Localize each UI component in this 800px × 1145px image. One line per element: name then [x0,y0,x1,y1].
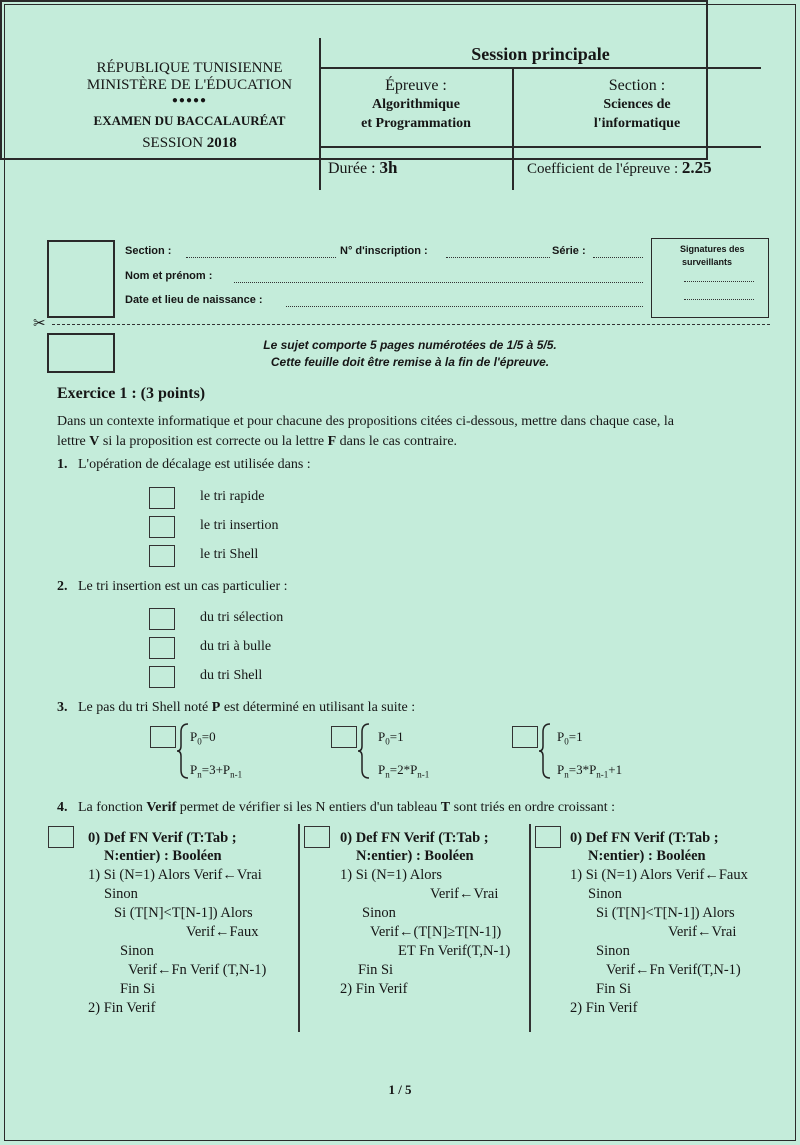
code3-line6: Verif←Vrai [668,924,737,940]
epreuve-block [320,76,512,133]
code3-line8: Verif←Fn Verif(T,N-1) [606,962,741,978]
code1-line3: 1) Si (N=1) Alors Verif←Vrai [88,867,262,883]
signatures-title [680,243,745,255]
code1-line6: Verif←Faux [186,924,259,940]
q4-checkbox-2[interactable] [304,826,330,848]
header-rule-2 [320,146,761,148]
ministry-name: MINISTÈRE DE L'ÉDUCATION [86,77,293,93]
code2-line5: Sinon [362,905,396,921]
q2-option-1: du tri sélection [200,610,284,625]
q1-checkbox-3[interactable] [149,545,175,567]
q3-brace-1 [176,722,190,780]
p-symbol: P [190,729,198,744]
q1-option-1: le tri rapide [200,489,265,504]
code3-line9: Fin Si [596,981,632,997]
header-rule-1 [320,67,761,69]
q3-checkbox-2[interactable] [331,726,357,748]
birth-field[interactable] [286,306,643,307]
exam-name: EXAMEN DU BACCALAURÉAT [93,113,286,128]
page-number: 1 / 5 [388,1082,412,1097]
q1-checkbox-2[interactable] [149,516,175,538]
section-block [513,76,761,133]
q4-text-t: T [440,800,451,815]
p0-value: =0 [201,729,216,744]
name-field[interactable] [234,282,643,283]
p-symbol: P [190,762,198,777]
p0-value: =1 [568,729,583,744]
session-year: 2018 [206,135,237,151]
column-divider-1 [298,824,300,1032]
duree-value: 3h [379,158,398,177]
code3-line5: Si (T[N]<T[N-1]) Alors [596,905,735,921]
code1-line2: N:entier) : Booléen [104,848,222,864]
signature-field-2[interactable] [684,299,754,300]
birth-label: Date et lieu de naissance : [125,294,263,306]
duree [328,158,398,178]
q3-number: 3. [57,700,68,715]
code2-line8: Fin Si [358,962,394,978]
intro-line2 [57,434,457,450]
notice-line2: Cette feuille doit être remise à la fin de l'épreuve. [270,355,550,369]
p-subscript: 0 [385,736,390,747]
pn-tail: +1 [608,762,623,777]
q4-text-c: sont triés en ordre croissant : [450,800,615,815]
cut-line [52,324,770,325]
q3-text [78,700,415,716]
code1-line8: Verif←Fn Verif (T,N-1) [128,962,267,978]
session-type: Session principale [471,44,610,64]
exercise-title: Exercice 1 : (3 points) [57,385,206,402]
code2-line6: Verif←(T[N]≥T[N-1]) [370,924,502,940]
code2-line1: 0) Def FN Verif (T:Tab ; [340,830,489,846]
q2-checkbox-1[interactable] [149,608,175,630]
code2-line4: Verif←Vrai [430,886,499,902]
inscription-label: N° d'inscription : [340,245,428,257]
section-label: Section : [608,77,666,94]
p0-value: =1 [389,729,404,744]
signature-field-1[interactable] [684,281,754,282]
code3-line10: 2) Fin Verif [570,1000,638,1016]
q3-opt2-pn [378,762,429,780]
pn-value: =2*P [389,762,418,777]
signatures-line2: surveillants [682,257,733,267]
q2-option-2: du tri à bulle [200,639,272,654]
q3-text-p: P [211,700,221,715]
serie-label: Série : [552,245,586,257]
code1-line7: Sinon [120,943,154,959]
scissors-icon: ✂ [33,316,46,332]
intro-text-b: si la proposition est correcte ou la lettre [99,434,328,449]
q4-checkbox-1[interactable] [48,826,74,848]
q3-opt3-pn [557,762,622,780]
p-symbol: P [557,729,565,744]
section-field[interactable] [186,257,336,258]
p-subscript: n-1 [417,769,430,780]
q3-checkbox-3[interactable] [512,726,538,748]
q1-option-2: le tri insertion [200,518,279,533]
intro-line1: Dans un contexte informatique et pour chacune des propositions citées ci-dessous, mettre dans chaque case, la [57,414,674,429]
notice-line1: Le sujet comporte 5 pages numérotées de 1/5 à 5/5. [263,338,557,352]
code3-line3: 1) Si (N=1) Alors Verif←Faux [570,867,748,883]
duree-label: Durée : [328,160,376,177]
session-line [62,135,317,152]
code2-line3: 1) Si (N=1) Alors [340,867,443,883]
q3-opt1-p0 [190,729,216,747]
section-line2: l'informatique [593,116,681,131]
q3-opt1-pn [190,762,242,780]
p-symbol: P [557,762,565,777]
q4-text [78,800,615,816]
epreuve-line2: et Programmation [361,116,471,131]
notice [180,337,640,371]
q4-text-verif: Verif [146,800,177,815]
intro-v: V [89,434,100,449]
q4-text-b: permet de vérifier si les N entiers d'un tableau [176,800,441,815]
code1-line4: Sinon [104,886,138,902]
q3-brace-3 [538,722,552,780]
q3-text-b: est déterminé en utilisant la suite : [220,700,416,715]
code2-line7: ET Fn Verif(T,N-1) [398,943,511,959]
p-symbol: P [378,729,386,744]
p-symbol: P [378,762,386,777]
code3-line1: 0) Def FN Verif (T:Tab ; [570,830,719,846]
code3-line7: Sinon [596,943,630,959]
code1-line9: Fin Si [120,981,156,997]
code1-line10: 2) Fin Verif [88,1000,156,1016]
q3-checkbox-1[interactable] [150,726,176,748]
section-line1: Sciences de [603,97,671,112]
q1-option-3: le tri Shell [200,547,259,562]
epreuve-line1: Algorithmique [372,97,460,112]
p-subscript: n [564,769,569,780]
pn-value: =3+P [201,762,231,777]
coefficient [527,158,712,178]
q4-number: 4. [57,800,68,815]
serie-field[interactable] [593,257,643,258]
q2-number: 2. [57,579,68,594]
coef-value: 2.25 [681,158,712,177]
code3-line4: Sinon [588,886,622,902]
code2-line2: N:entier) : Booléen [356,848,474,864]
q2-text: Le tri insertion est un cas particulier : [78,579,288,594]
q3-brace-2 [357,722,371,780]
column-divider-2 [529,824,531,1032]
signatures-line1: Signatures des [680,244,745,254]
q3-opt2-p0 [378,729,404,747]
p-subscript: n [197,769,202,780]
intro-text-a: lettre [57,434,90,449]
coef-label: Coefficient de l'épreuve : [527,161,679,177]
q1-checkbox-1[interactable] [149,487,175,509]
q2-checkbox-3[interactable] [149,666,175,688]
q4-checkbox-3[interactable] [535,826,561,848]
signatures-box [651,238,769,318]
anonymity-box-top [47,240,115,318]
code1-line1: 0) Def FN Verif (T:Tab ; [88,830,237,846]
country-name: RÉPUBLIQUE TUNISIENNE [96,60,283,76]
p-subscript: 0 [564,736,569,747]
intro-text-c: dans le cas contraire. [336,434,458,449]
inscription-field[interactable] [446,257,550,258]
epreuve-label: Épreuve : [385,77,447,94]
header-left-block [62,60,317,152]
q4-text-a: La fonction [78,800,147,815]
q3-opt3-p0 [557,729,583,747]
anonymity-box-bottom [47,333,115,373]
p-subscript: 0 [197,736,202,747]
q3-text-a: Le pas du tri Shell noté [78,700,212,715]
q2-option-3: du tri Shell [200,668,263,683]
code1-line5: Si (T[N]<T[N-1]) Alors [114,905,253,921]
q1-number: 1. [57,457,68,472]
session-label: SESSION [142,135,204,151]
p-subscript: n [385,769,390,780]
pn-value: =3*P [568,762,597,777]
q1-text: L'opération de décalage est utilisée dans : [78,457,311,472]
code2-line9: 2) Fin Verif [340,981,408,997]
form-section-label: Section : [125,245,172,257]
code3-line2: N:entier) : Booléen [588,848,706,864]
intro-f: F [327,434,337,449]
p-subscript: n-1 [230,769,243,780]
p-subscript: n-1 [596,769,609,780]
stars-ornament: ●●●●● [171,95,208,106]
q2-checkbox-2[interactable] [149,637,175,659]
name-label: Nom et prénom : [125,270,213,282]
